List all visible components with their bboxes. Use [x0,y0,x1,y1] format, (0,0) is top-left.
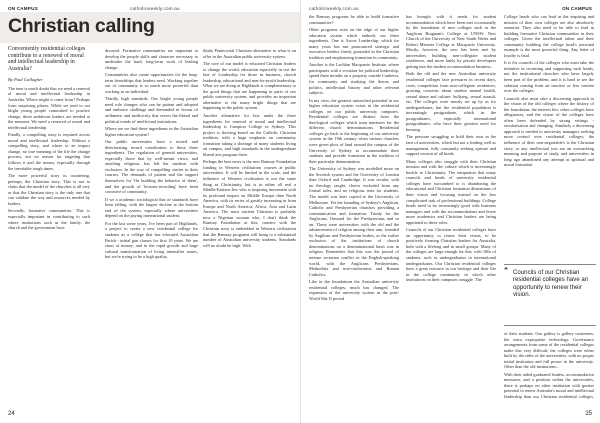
paragraph: The more powerful story in countering, perhaps, the Christian story. This is not to claim that the model of the churches is all very or that the Christian story is the only one that can validate the way and resources needed by leaders. [8,173,90,206]
section-label: ON CAMPUS [8,6,38,11]
paragraph: For the last some years, I've been part of Highlands, a project to create a new residential college for students as a college that has educated Australian Parish - initial gun classes for first 10 years. We are short of money, and in the rapid growth and huge cultural transformation of living intensifies issues, but we're trying to be a high quality, [105,220,198,260]
paragraph: thinly Pentecostal Christian alternative to what is on offer in the Australian public university system. [203,48,296,59]
paragraph: The pressure struggling to hold their own in the face of universities, which but not a leading well as management, fully constantly seeking operate and support version of all kinds. [406,134,496,157]
paragraph: The tone is much doubt that we need a renewal of moral and intellectual leadership in Australia. Where might it come from? Perhaps from surprising places. While we tend to not blight young people committed to positive change, these ambitious leaders are needed at the moment. We need a renewed of moral and intellectual leadership. [8,85,90,130]
site-url: catholicweekly.com.au [130,6,180,11]
paragraph: Where are we find these ingredients in the Australian higher education system? [105,126,198,137]
page-number-left: 24 [8,411,15,417]
paragraph: Councils also must take a discerning approach to the vision of the old colleges where the history of the foundation, the interest lies, other colleges have allegiances, and the vision of the colleges have often been defended by strong settings - secularisation and changing. Similarly a discerning approach is needed to university managers seeking more control over residential colleges; the influence of their non-negotiable's is the Christian story, or any intellectual you are an overarching meaning and purpose of study, and universities in long ago abandoned any attempt at spiritual and moral formation [504,95,594,168]
paragraph: The core of our model is educated Christian leaders to change the world, education especially in our the line of Leadership for those in business, church leadership, educational and non-for-profit leadership. What we are doing at Highlands is complementary to the good things that are happening in parts of our public university system, and provides an important alternative to the many bright things that are happening in the public system. [203,61,296,111]
quote-mark-icon: ❝ [504,267,508,274]
column-4 [309,14,399,404]
paragraph: Thirdly, high standards. Our bright young people need role changes who can be patient and adopted and embrace challenge and demanded in favour of arithmetic and mediocrity that serves the liberal and political trends of intellectual institutions. [105,96,198,124]
paragraph: The University of Sydney was modelled more on the Scottish system and the University of London than Oxford and Cambridge. It was secular, with no theology taught, clerics excluded from any formal roles, and no religious tests for students. The model was later copied at the University of Melbourne. Yet the founding of Sydney's Anglican, Catholic and Presbyterian churches providing a communication and formation, Trinity for the Anglicans, Ormond for the Presbyterians and so on. These were universities with the old and the advancement of religion among their aim, founded by Anglican and Presbyterian bodies, as the earlier exclusion of the institutions of church denominations on a denominational basis was in religion. Remember that this was the period of intense sectarian conflict in the English-speaking world, with the Anglicans Presbyterians, Methodists and non-conformists and Roman Catholics. [309,166,399,277]
pull-quote-text: Councils of our Christian residential colleges have an opportunity to renew their vision. [513,269,589,298]
paragraph: has brought with it needs for student accommodation which have been met occasionally by the foundation of new colleges such as the Anglican Bragnam's College at UNSW, New Church of the University of New South Wales and Robert Menzies College at Macquarie University. Mostly, however, the new has been met by universities building non-collegiate student residences, and more lately by private developers getting into the student accommodation business. [406,14,496,69]
paragraph: Both the old and the new Australian university residential colleges face pressures in recent days, costs, competition from non-collegiate residences, growing concerns about student mental health, sexual abuse and culture: bullying, sexual assault, etc. The colleges were mostly set up by as for undergraduates, but the residential population is increasingly postgraduate, which in the postgraduates, especially international postgraduates, who have their greatest need for housing. [406,71,496,132]
column-5 [406,14,496,404]
paragraph: Secondly, formative communities. This is especially important in contributing to such where institutions such as the family, the church and the government have [8,208,90,231]
site-url: catholicweekly.com.au [309,6,359,11]
title-band [0,12,300,43]
paragraph: Many colleges also struggle with their Christian mission and with the culture which is increasingly hostile to Christianity. The temptation that many councils and heads of university residential colleges have succumbed to is abandoning the educational and Christian formation dimensions of their vision and focusing instead on the less complicated task of professional buildings. College heads need to be increasingly good with business managers and with the accommodations and fewer more academics and Christian leaders are being appointed to these roles. [406,158,496,225]
paragraph: of their students. Our gallery is gallery customers; the extra expropriate technology. Governance arrangements from some of the residential colleges make this very difficult; the colleges were either built by the sides of the universities, with no proper initial institution and full power in the university. Other than the old institutions... [504,331,594,370]
paragraph: Another is the Lachlan Macquarie Institute, where participants with a vocation for political leadership, spend three months on a property outside Canberra, for community and studying the theory and politics, intellectual history and other relevant subjects. [309,62,399,96]
paragraph: If we a academic sociological that of standards have been falling, with the largest decline at the bottom end of the system, especially where universities depend on the paying international student. [105,196,198,219]
paragraph: the Ramsay programs be able to build formative communities? [309,14,399,25]
section-label: ON CAMPUS [562,6,592,11]
article-title: Christian calling [8,15,155,37]
paragraph: Communities also create opportunities for the long-term friendships that leaders need. Working together out of community is so much more powerful than working as an individual. [105,72,198,94]
paragraph: Councils of our Christian residential colleges have an opportunity to renew their vision, to be positively forming Christian leaders for Australia, both with a lifelong and in small groups. Many of the colleges are large enough for this, with 100s of students, such as undergraduates in international undergraduates. Our Christian residential colleges have a great resource in our heritage and their life in the college community in which other institutions on their campuses struggle. The [406,227,496,283]
paragraph: decayed. Formative communities are important to develop the people skills and character necessary to undertake the hard, long-term work of leading change. [105,48,198,70]
paragraph: Another alternative for hits under the three ingredients for renewal of moral and intellectual leadership is Campion College in Sydney. This project is thriving based on the Catholic Christian tradition, with a huge emphasis on community formation taking a shortage of many students living on campus, and high standards in the undergraduate liberal arts program there. [203,113,296,157]
paragraph: Our public universities have a mixed and deteriorating record contribution to these three ingredients. The regulation of general universities, especially those that by well-meant views, and anything religious, has left the students with exclusion. In the way of compelling stories in their courses. The demands of patient and the support themselves for 'On building the behavior of them', and the growth of 'lecturer-recording' have been corrosive of community. [105,139,198,195]
paragraph: With their aided graduated leaders, accommodation measures, and a position within the universities, there is perhaps no other institution with greater potential to renew Australia's moral and intellectual leadership than our Christian residential colleges. [504,371,594,400]
column-6 [504,14,594,261]
column-6-continued [504,331,594,401]
right-page [300,0,600,423]
pull-quote [504,264,596,326]
paragraph: College heads who can lead in the inspiring and mission of their own colleges are also absolutely essential. They also need to be able to lead in building formative Christian communities in their colleges. Given the intellectual talent and their community building the college head's personal example is the most powerful thing. Any letter of loyalty is fatal. [504,14,594,58]
column-2 [105,48,198,402]
column-3 [203,48,296,402]
paragraph: It is for councils of the colleges who must take the initiative in recruiting and supporting such heads, not the institutional churches who have largely been part of the problem, and it is hard to see the solution coming from an inactive or less content over the colleges. [504,60,594,94]
byline: By Paul Gallagher [8,77,43,83]
paragraph: Other programs exist on the edge of our higher education system which embody our three ingredients. One is Arrow Leadership, which for many years has run pronounced strategic and executive leaders firmly grounded in the Christian tradition and emphasising formation in community. [309,27,399,60]
page-number-right: 25 [585,411,592,417]
paragraph: In my view, the greatest untouched potential in our higher education system exists in the residential colleges on our public university campuses. Residential colleges are distinct from the theological colleges which train ministers for the different church denominations. Residential colleges go back to the beginning of our university system in the 19th century when various churches were given plots of land around the campus of the University of Sydney to accommodate their students and provide formation in the tradition of their particular denomination. [309,97,399,164]
paragraph: Like in the foundations the Australian university residential colleges, much has changed. The expansion of the university system in the post-World War II period [309,279,399,301]
standfirst: Conveniently residential colleges contribute to a renewed of moral and intellectual leadership in Australia? [8,46,86,72]
paragraph: Perhaps the best news is the new Ramsay Foundation funding in Western civilisation courses at public universities. It will be limited in the scale, and the influence of Western civilisation is not the same thing as Christianity, but is in either all real a Middle-Eastern Jew who is inspiring movement with its profound impact on Middle Europe then North America, with its series of greatly increasing in from Europe and North America, Africa, Asia and Latin America. The most ancient Christian is probably now a Nigerian woman who, I don't think the Ramsay Foundation at this, connect with the Christian story is embedded in Western civilisation that the Ramsay programs will bring to a substantial number of Australian university students. Standards will no doubt be high. With [203,159,296,248]
paragraph: Finally, a compelling story is required across moral and intellectual leadership. Without a compelling story, and where to an impact change, no true meaning of the life the change process, nor no reason for targeting that follows it and the means, especially through the inevitable tough times. [8,132,90,171]
column-1 [8,46,90,402]
